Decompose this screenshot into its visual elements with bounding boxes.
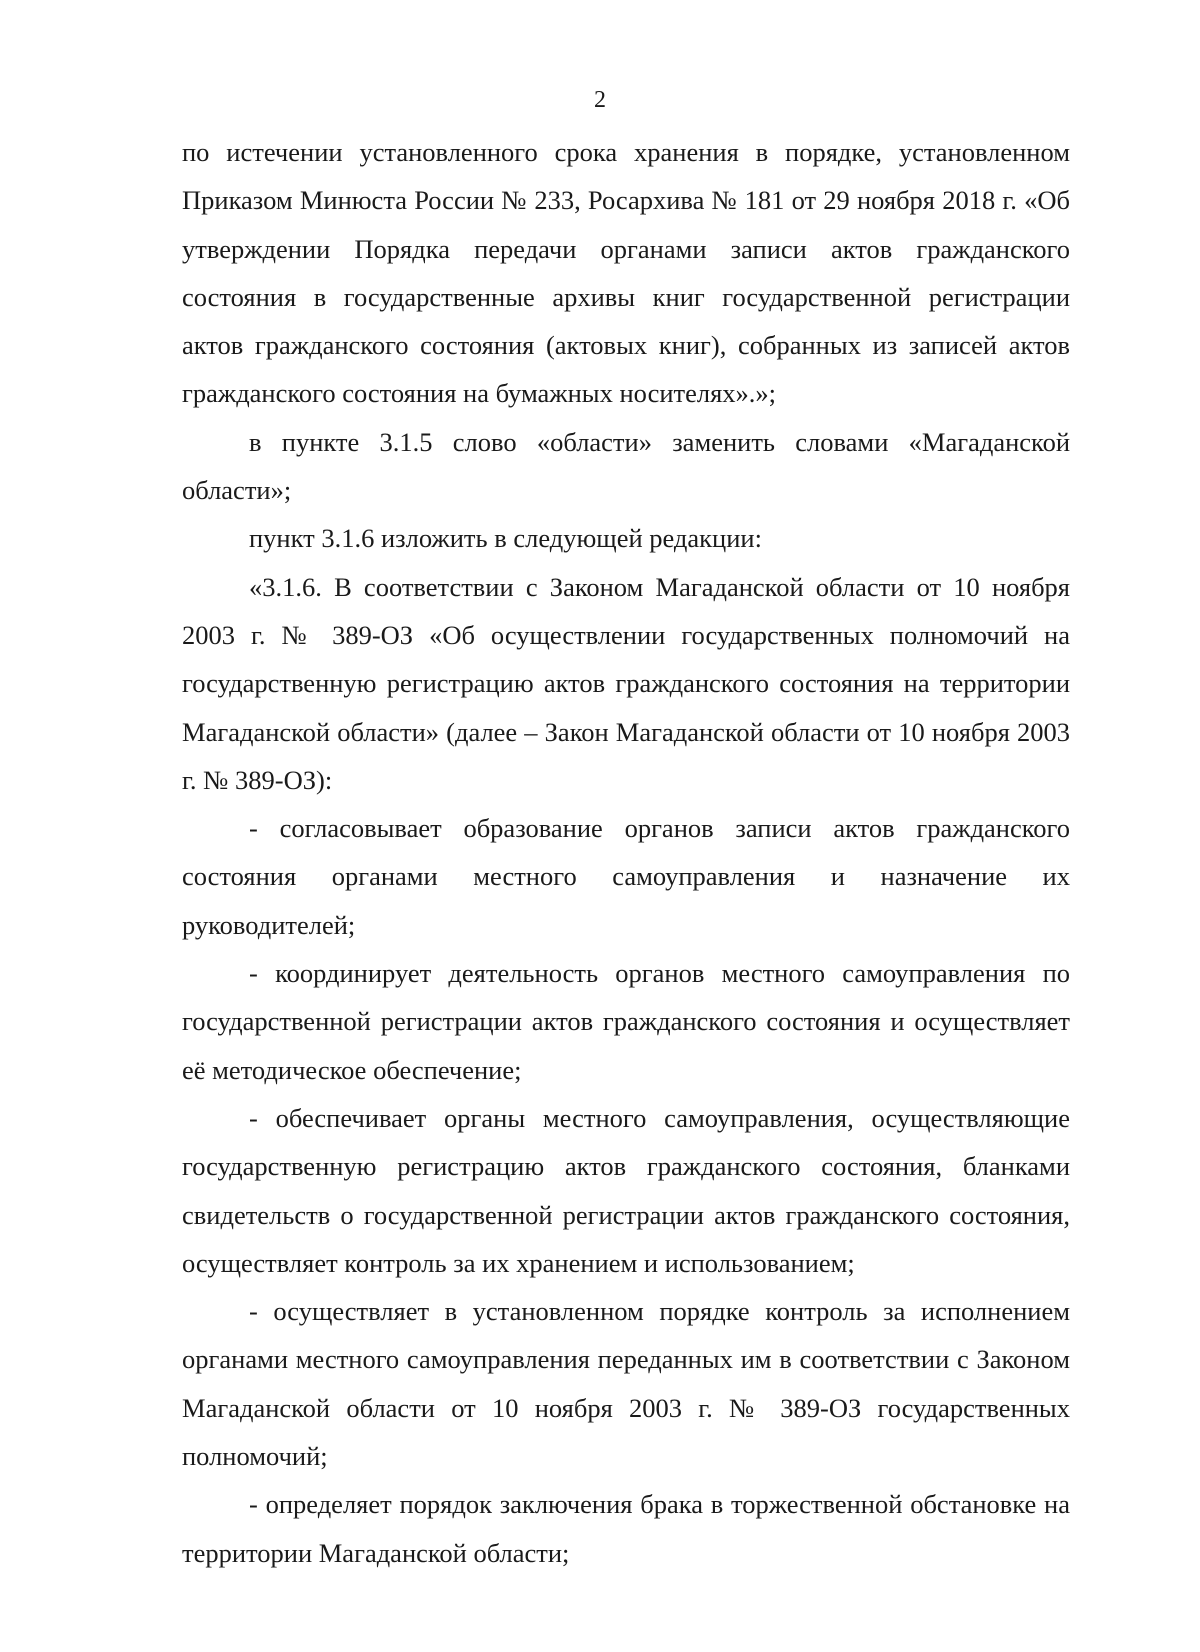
list-item-marriage-procedure: - определяет порядок заключения брака в торжественной обстановке на территории Магаданской области; <box>182 1489 1070 1568</box>
list-item-exercises-control: - осуществляет в установленном порядке контроль за исполнением органами местного самоуправления переданных им в соответствии с Законом Магаданской области от 10 ноября 2003 г. № 389-ОЗ государственных полномочий; <box>182 1296 1070 1472</box>
paragraph-amend-3-1-6-intro: пункт 3.1.6 изложить в следующей редакции: <box>249 523 762 554</box>
list-item-agrees-formation: - согласовывает образование органов записи актов гражданского состояния органами местного самоуправления и назначение их руководителей; <box>182 813 1070 940</box>
paragraph-continuation: по истечении установленного срока хранения в порядке, установленном Приказом Минюста России № 233, Росархива № 181 от 29 ноября 2018 г. «Об утверждении Порядка передачи органами записи актов гражданского состояния в государственные архивы книг государственной регистрации актов гражданского состояния (актовых книг), собранных из записей актов гражданского состояния на бумажных носителях».»; <box>182 137 1070 409</box>
list-item-coordinates: - координирует деятельность органов местного самоуправления по государственной регистрации актов гражданского состояния и осуществляет её методическое обеспечение; <box>182 958 1070 1085</box>
paragraph-amend-3-1-5: в пункте 3.1.5 слово «области» заменить словами «Магаданской области»; <box>182 426 1070 506</box>
document-body <box>182 128 1070 1577</box>
page-number: 2 <box>594 87 606 113</box>
paragraph-3-1-6: «3.1.6. В соответствии с Законом Магаданской области от 10 ноября 2003 г. № 389-ОЗ «Об осуществлении государственных полномочий на государственную регистрацию актов гражданского состояния на территории Магаданской области» (далее – Закон Магаданской области от 10 ноября 2003 г. № 389-ОЗ): <box>182 571 1070 795</box>
list-item-provides-forms: - обеспечивает органы местного самоуправления, осуществляющие государственную регистрацию актов гражданского состояния, бланками свидетельств о государственной регистрации актов гражданского состояния, осуществляет контроль за их хранением и использованием; <box>182 1102 1070 1278</box>
